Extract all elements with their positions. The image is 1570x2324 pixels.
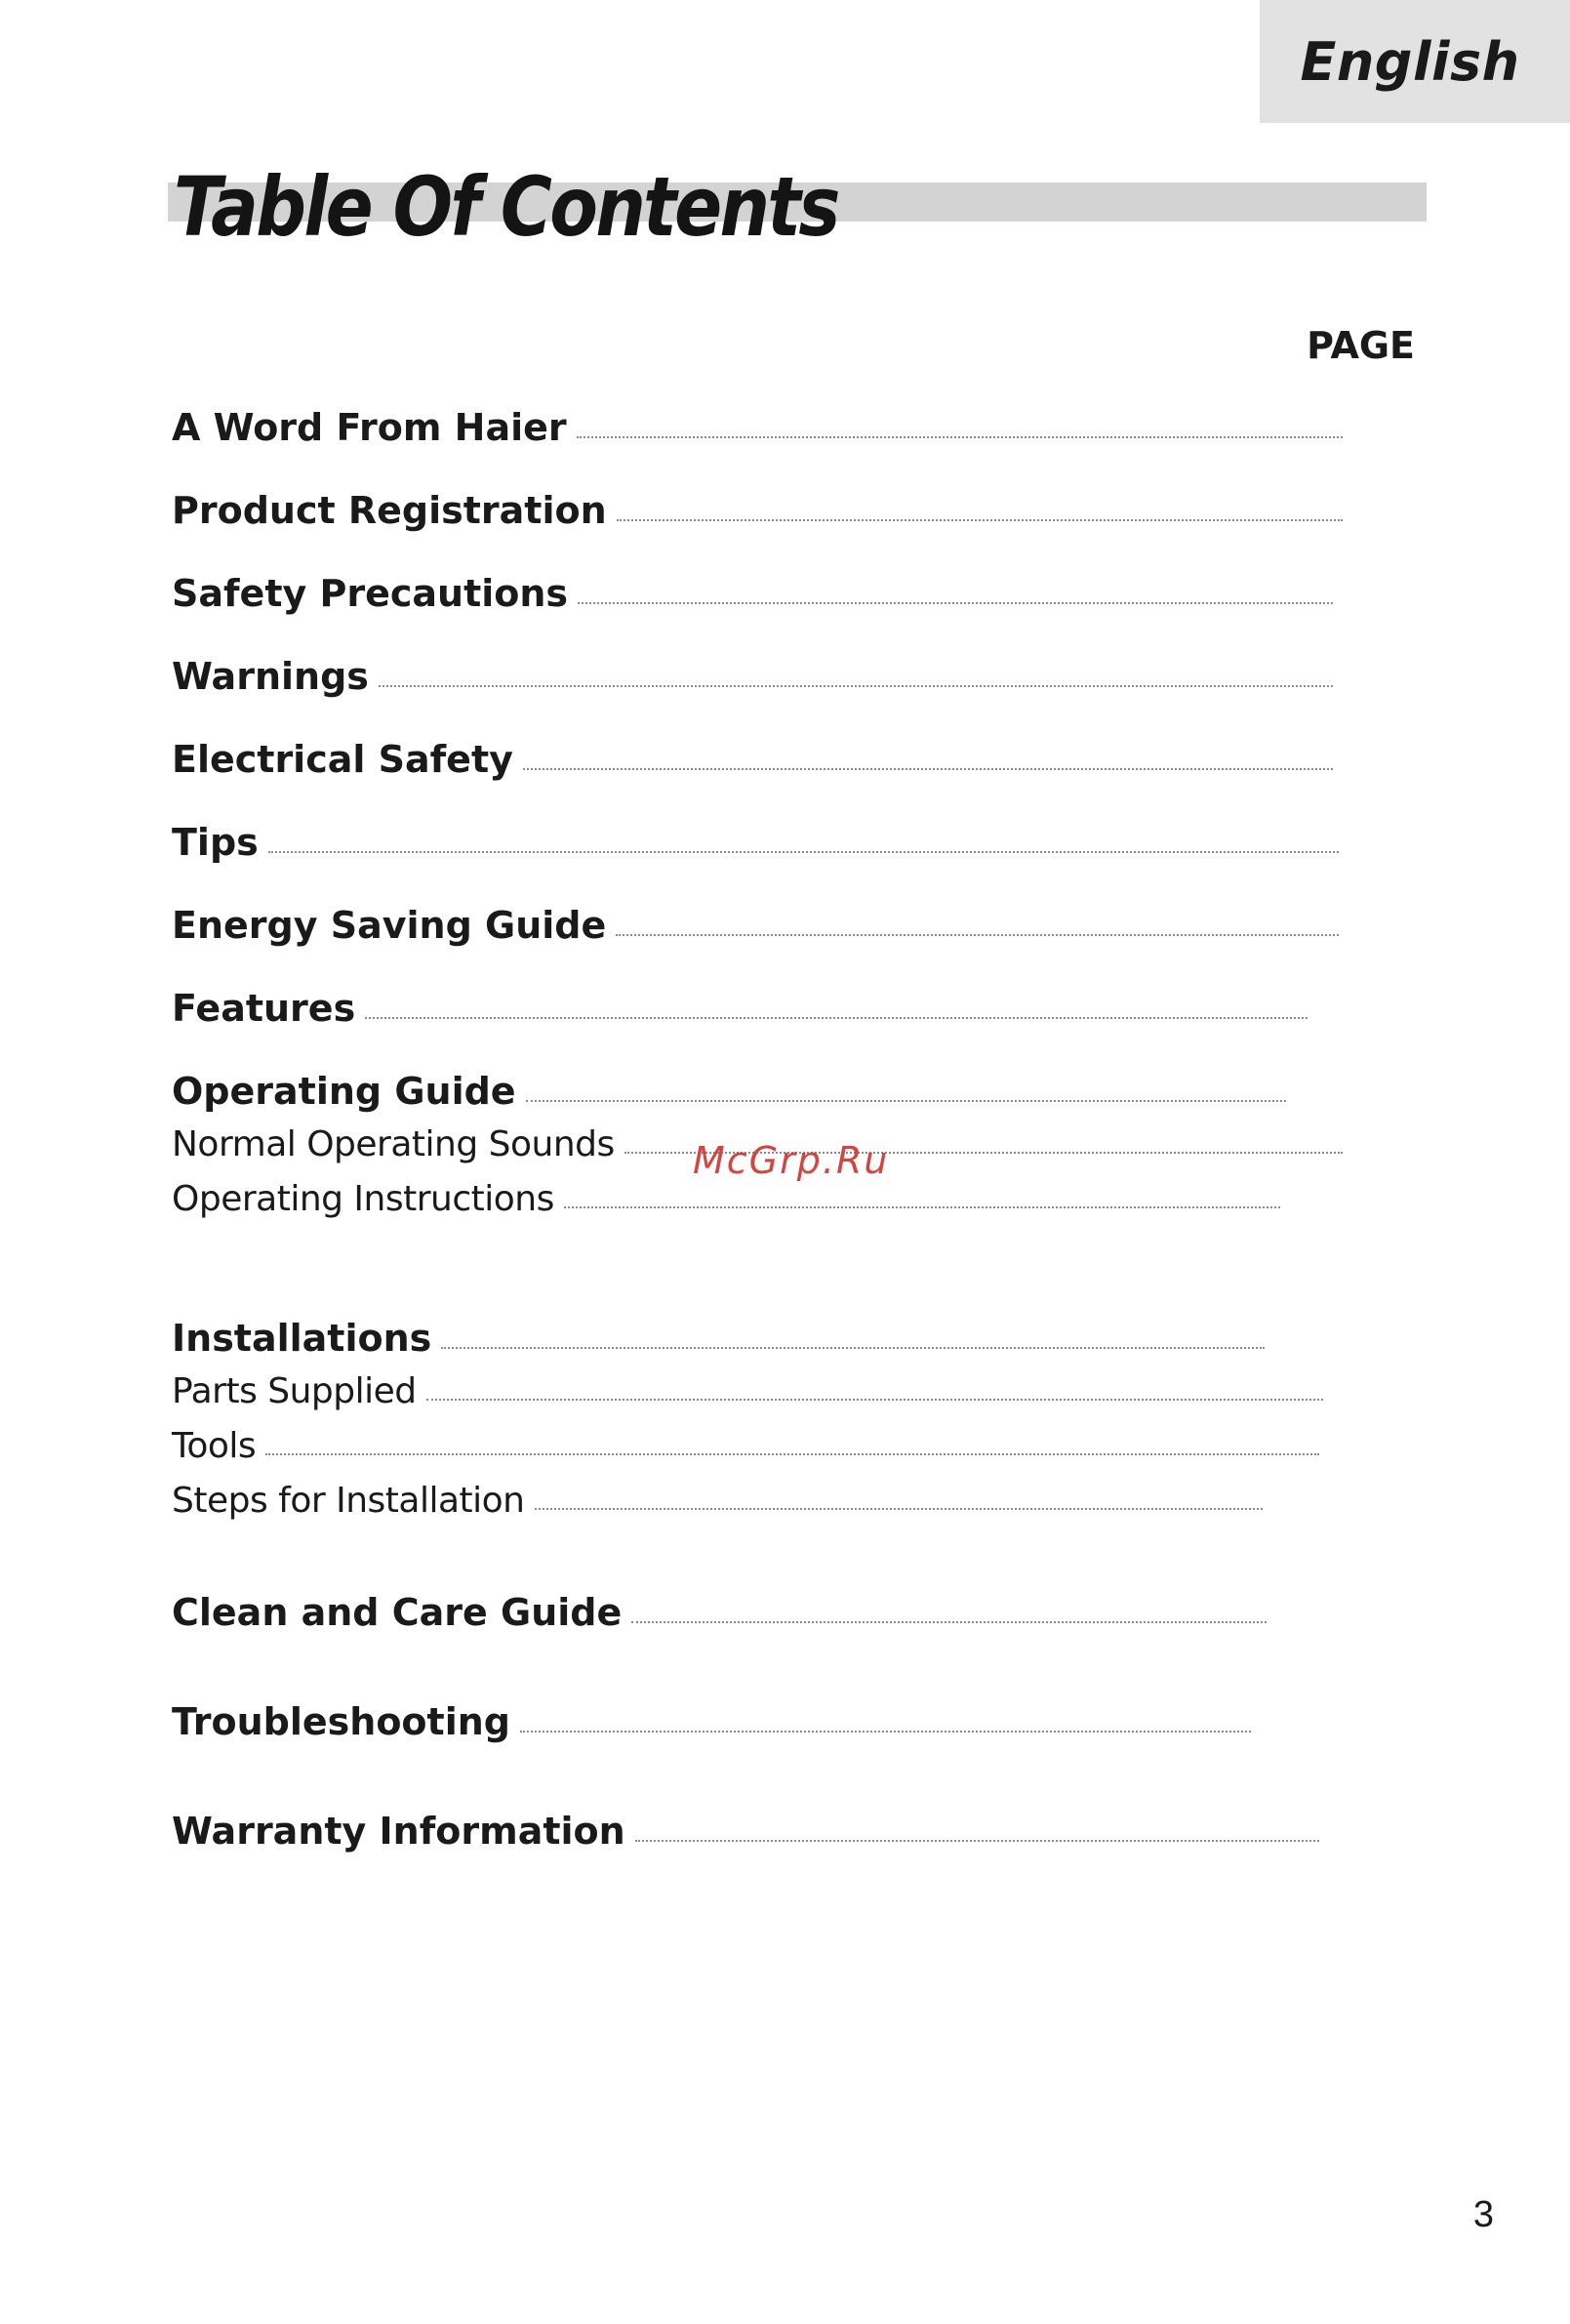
- toc-entry-label: Energy Saving Guide: [172, 904, 607, 947]
- toc-entry-label: A Word From Haier: [172, 406, 567, 449]
- toc-entry-label: Safety Precautions: [172, 572, 569, 615]
- toc-entry-label: Installations: [172, 1317, 432, 1360]
- toc-entry-product-registration: [172, 489, 1343, 532]
- toc-entry-label: Tips: [172, 821, 259, 864]
- toc-entry-label: Electrical Safety: [172, 738, 513, 781]
- dot-leader: [441, 1347, 1265, 1349]
- toc-entry-tips: [172, 821, 1339, 864]
- toc-entry-warranty-information: [172, 1810, 1319, 1853]
- dot-leader: [617, 519, 1343, 521]
- toc-entry-installations: [172, 1317, 1265, 1360]
- dot-leader: [577, 436, 1343, 438]
- toc-entry-label: Clean and Care Guide: [172, 1591, 623, 1634]
- toc-entry-label: Tools: [172, 1426, 257, 1466]
- toc-entry-label: Features: [172, 987, 356, 1030]
- dot-leader: [523, 768, 1333, 770]
- toc-entry-label: Operating Instructions: [172, 1179, 554, 1219]
- dot-leader: [379, 685, 1333, 687]
- dot-leader: [616, 934, 1339, 936]
- dot-leader: [265, 1453, 1319, 1455]
- language-tab-label: English: [1300, 30, 1520, 93]
- dot-leader: [526, 1100, 1286, 1102]
- page-title: Table Of Contents: [174, 159, 838, 255]
- language-tab: [1260, 0, 1570, 123]
- page-column-header: PAGE: [1307, 324, 1415, 367]
- toc-entry-troubleshooting: [172, 1700, 1251, 1743]
- dot-leader: [520, 1731, 1251, 1733]
- dot-leader: [635, 1840, 1319, 1842]
- toc-entry-steps-for-installation: [172, 1481, 1263, 1521]
- dot-leader: [578, 602, 1333, 604]
- toc-entry-label: Steps for Installation: [172, 1481, 525, 1521]
- dot-leader: [631, 1621, 1267, 1623]
- toc-entry-warnings: [172, 655, 1333, 698]
- dot-leader: [535, 1508, 1264, 1510]
- toc-entry-a-word-from-haier: [172, 406, 1343, 449]
- toc-entry-label: Troubleshooting: [172, 1700, 510, 1743]
- dot-leader: [426, 1399, 1323, 1401]
- dot-leader: [268, 851, 1339, 853]
- toc-entry-tools: [172, 1426, 1319, 1466]
- toc-entry-clean-and-care-guide: [172, 1591, 1267, 1634]
- toc-entry-parts-supplied: [172, 1371, 1323, 1411]
- toc-entry-label: Operating Guide: [172, 1070, 516, 1113]
- toc-entry-label: Product Registration: [172, 489, 607, 532]
- toc-entry-operating-guide: [172, 1070, 1286, 1113]
- toc-entry-energy-saving-guide: [172, 904, 1339, 947]
- toc-entry-features: [172, 987, 1308, 1030]
- dot-leader: [564, 1206, 1280, 1208]
- toc-entry-label: Warnings: [172, 655, 369, 698]
- toc-entry-label: Warranty Information: [172, 1810, 625, 1853]
- toc-entry-operating-instructions: [172, 1179, 1280, 1219]
- toc-entry-label: Parts Supplied: [172, 1371, 417, 1411]
- toc-entry-electrical-safety: [172, 738, 1333, 781]
- toc-entry-safety-precautions: [172, 572, 1333, 615]
- page-number: 3: [1472, 2194, 1494, 2235]
- watermark-text: McGrp.Ru: [693, 1139, 890, 1182]
- toc-entry-label: Normal Operating Sounds: [172, 1124, 615, 1164]
- dot-leader: [365, 1017, 1308, 1019]
